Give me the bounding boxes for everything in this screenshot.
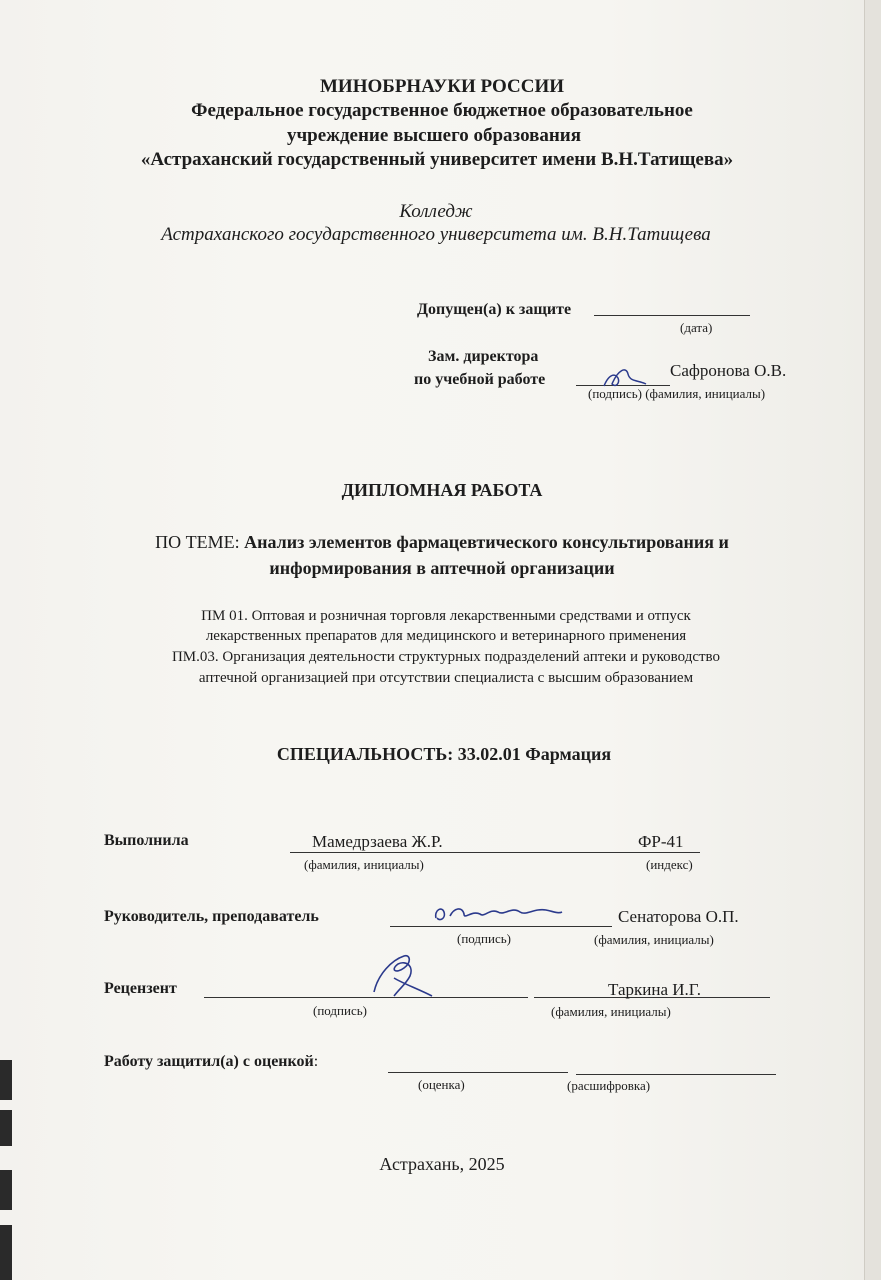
- topic-prefix: ПО ТЕМЕ:: [155, 532, 245, 552]
- deputy-name: Сафронова О.В.: [670, 361, 787, 380]
- college-line-2: Астраханского государственного университета им. В.Н.Татищева: [161, 224, 711, 245]
- institution-line-1: Федеральное государственное бюджетное образовательное: [191, 100, 693, 121]
- institution-line-2: учреждение высшего образования: [286, 125, 582, 146]
- supervisor-sign-caption: (подпись): [457, 931, 511, 946]
- module-line-3: ПМ.03. Организация деятельности структурных подразделений аптеки и руководство: [171, 649, 721, 665]
- module-line-2: лекарственных препаратов для медицинского и ветеринарного применения: [205, 628, 687, 644]
- decoding-caption: (расшифровка): [567, 1078, 651, 1093]
- supervisor-label: Руководитель, преподаватель: [104, 908, 319, 925]
- topic-line-2: информирования в аптечной организации: [269, 558, 615, 578]
- module-line-1: ПМ 01. Оптовая и розничная торговля лекарственными средствами и отпуск: [201, 608, 691, 624]
- supervisor-name-caption: (фамилия, инициалы): [594, 932, 714, 947]
- admission-label: Допущен(а) к защите: [417, 301, 572, 318]
- performer-name: Мамедрзаева Ж.Р.: [312, 832, 443, 851]
- deputy-title-cont: по учебной работе: [414, 371, 546, 388]
- reviewer-label: Рецензент: [104, 980, 177, 997]
- city-year: Астрахань, 2025: [379, 1154, 505, 1174]
- binding-clip: [0, 1170, 12, 1210]
- grade-label: [104, 1053, 318, 1071]
- college-line-1: Колледж: [399, 201, 473, 222]
- grade-label-colon: :: [313, 1053, 319, 1070]
- ministry-title: МИНОБРНАУКИ РОССИИ: [319, 76, 565, 97]
- institution-line-3: «Астраханский государственный университет имени В.Н.Татищева»: [140, 149, 734, 170]
- performer-name-caption: (фамилия, инициалы): [304, 857, 424, 872]
- performer-index-caption: (индекс): [646, 857, 693, 872]
- topic-title-part-1: Анализ элементов фармацевтического консультирования и: [244, 532, 729, 552]
- reviewer-signature: [364, 944, 444, 1004]
- admission-date-caption: (дата): [680, 320, 713, 335]
- reviewer-sign-caption: (подпись): [313, 1003, 367, 1018]
- specialty: СПЕЦИАЛЬНОСТЬ: 33.02.01 Фармация: [276, 744, 612, 764]
- grade-line: [388, 1072, 568, 1073]
- decoding-line: [576, 1074, 776, 1075]
- adjacent-page-edge: [864, 0, 881, 1280]
- reviewer-name-caption: (фамилия, инициалы): [551, 1004, 671, 1019]
- supervisor-signature: [428, 896, 568, 932]
- deputy-title: Зам. директора: [428, 348, 539, 365]
- module-line-4: аптечной организацией при отсутствии специалиста с высшим образованием: [198, 670, 694, 686]
- performer-label: Выполнила: [104, 832, 189, 849]
- grade-label-text: Работу защитил(а) с оценкой: [104, 1053, 314, 1070]
- grade-caption: (оценка): [418, 1077, 465, 1092]
- binding-clip: [0, 1060, 12, 1100]
- work-type: ДИПЛОМНАЯ РАБОТА: [341, 480, 543, 500]
- reviewer-name: Таркина И.Г.: [608, 980, 701, 999]
- performer-index: ФР-41: [638, 832, 684, 851]
- admission-date-line: [594, 315, 750, 316]
- supervisor-name: Сенаторова О.П.: [618, 907, 739, 926]
- deputy-caption: (подпись) (фамилия, инициалы): [588, 386, 766, 401]
- binding-clip: [0, 1225, 12, 1280]
- topic-line-1: [10, 532, 864, 553]
- binding-clip: [0, 1110, 12, 1146]
- performer-line: [290, 852, 700, 853]
